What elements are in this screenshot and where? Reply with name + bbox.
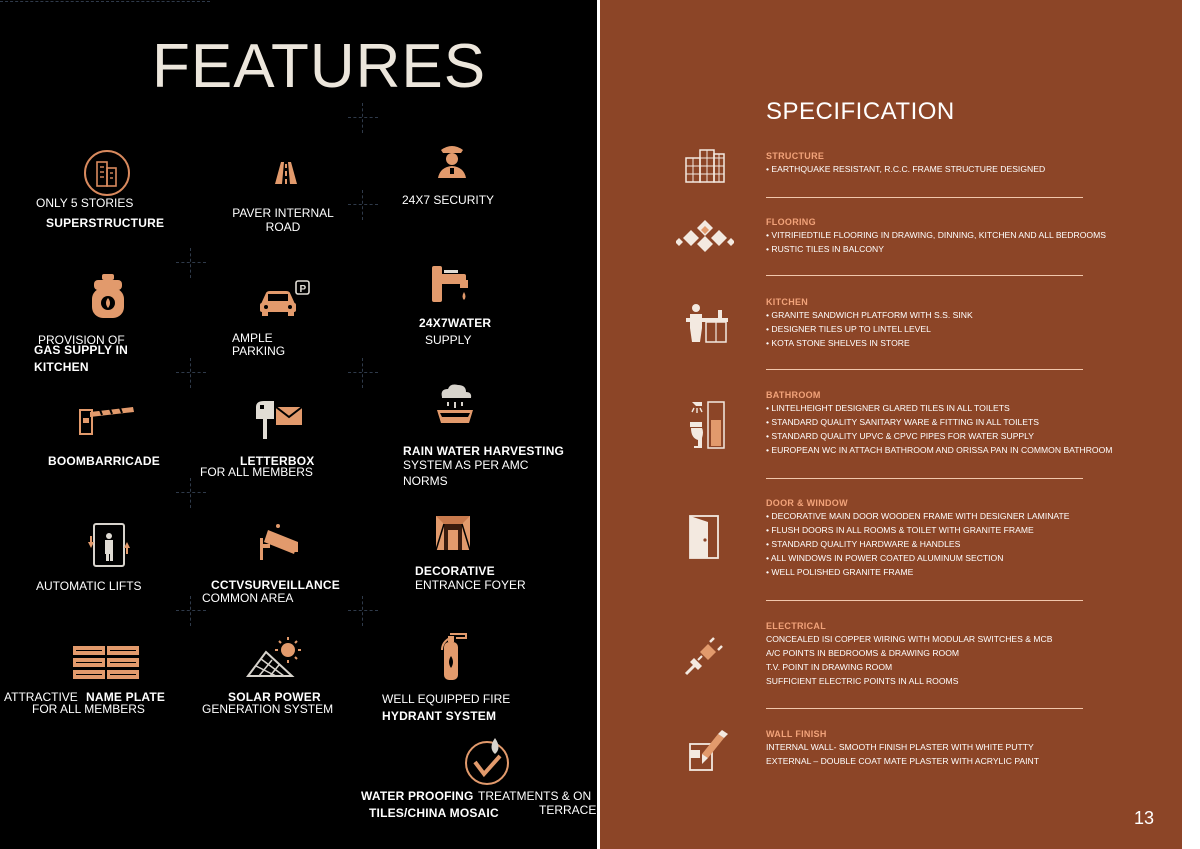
feature-label-bold: CCTVSURVEILLANCE [211, 578, 340, 592]
door-icon [688, 514, 722, 560]
feature-label: ENTRANCE FOYER [415, 578, 526, 592]
spec-item: • WELL POLISHED GRANITE FRAME [766, 567, 914, 577]
cctv-camera-icon [254, 522, 302, 564]
feature-label-bold: KITCHEN [34, 360, 89, 374]
foyer-icon [434, 514, 472, 552]
spec-item: • KOTA STONE SHELVES IN STORE [766, 338, 910, 348]
feature-label: PROVISION OF [38, 333, 125, 347]
spec-item: • ALL WINDOWS IN POWER COATED ALUMINUM SECTION [766, 553, 1004, 563]
spec-section-title: BATHROOM [766, 390, 821, 400]
spec-item: • EARTHQUAKE RESISTANT, R.C.C. FRAME STRUCTURE DESIGNED [766, 164, 1046, 174]
feature-label: ROAD [265, 220, 301, 234]
divider [766, 708, 1083, 709]
divider [766, 600, 1083, 601]
feature-label-bold: HYDRANT SYSTEM [382, 709, 497, 723]
guide-cross [348, 103, 378, 133]
page-number: 13 [1134, 808, 1155, 828]
spec-item: EXTERNAL – DOUBLE COAT MATE PLASTER WITH ACRYLIC PAINT [766, 756, 1039, 766]
divider [766, 275, 1083, 276]
spec-item: T.V. POINT IN DRAWING ROOM [766, 662, 893, 672]
feature-label: TREATMENTS & ON [478, 789, 592, 803]
spec-section-wall-finish [766, 728, 1166, 768]
divider [766, 369, 1083, 370]
guide-cross [176, 478, 206, 508]
feature-label: SUPPLY [425, 333, 472, 347]
guide-cross [348, 596, 378, 626]
spec-item: INTERNAL WALL- SMOOTH FINISH PLASTER WITH WHITE PUTTY [766, 742, 1034, 752]
parking-car-icon [258, 280, 312, 318]
feature-label: TERRACE [539, 803, 597, 817]
kitchen-icon [684, 302, 730, 344]
feature-label: NORMS [403, 474, 448, 488]
spec-item: • STANDARD QUALITY HARDWARE & HANDLES [766, 539, 961, 549]
spec-section-structure [766, 150, 1166, 176]
security-guard-icon [432, 140, 472, 180]
structure-icon [684, 146, 726, 184]
divider [766, 478, 1083, 479]
feature-label-bold: WATER PROOFING [361, 789, 474, 803]
electric-plug-icon [684, 634, 726, 676]
spec-section-electrical [766, 620, 1166, 688]
spec-section-title: FLOORING [766, 217, 816, 227]
spec-section-door-window [766, 497, 1166, 579]
water-tap-icon [430, 262, 474, 308]
spec-section-title: STRUCTURE [766, 151, 825, 161]
spec-item: • LINTELHEIGHT DESIGNER GLARED TILES IN ALL TOILETS [766, 403, 1010, 413]
feature-label-bold: 24X7WATER [419, 316, 492, 330]
guide-cross [176, 248, 206, 278]
spec-item: • RUSTIC TILES IN BALCONY [766, 244, 884, 254]
svg-text:P: P [299, 284, 307, 295]
feature-label-bold: BOOMBARRICADE [48, 454, 160, 468]
lift-icon [86, 522, 132, 568]
specification-panel [600, 0, 1182, 849]
spec-section-kitchen [766, 296, 1166, 350]
flooring-tiles-icon [676, 218, 734, 254]
spec-item: SUFFICIENT ELECTRIC POINTS IN ALL ROOMS [766, 676, 959, 686]
boom-barrier-icon [78, 404, 136, 436]
road-icon [270, 160, 302, 186]
feature-label: ATTRACTIVE [4, 690, 78, 704]
spec-item: • EUROPEAN WC IN ATTACH BATHROOM AND ORISSA PAN IN COMMON BATHROOM [766, 445, 1113, 455]
rain-harvesting-icon [434, 383, 476, 427]
feature-label-bold: DECORATIVE [415, 564, 495, 578]
feature-label: 24X7 SECURITY [402, 193, 495, 207]
guide-line [0, 1, 210, 2]
feature-label: ONLY 5 STORIES [36, 196, 134, 210]
spec-section-title: WALL FINISH [766, 729, 827, 739]
divider [766, 197, 1083, 198]
name-plate-icon [72, 645, 140, 681]
feature-label-bold: SOLAR POWER [228, 690, 321, 704]
spec-section-title: ELECTRICAL [766, 621, 826, 631]
feature-label: WELL EQUIPPED FIRE [382, 692, 511, 706]
spec-section-flooring [766, 216, 1166, 256]
waterproofing-icon [462, 736, 512, 786]
feature-label: GENERATION SYSTEM [202, 702, 334, 716]
feature-label: SYSTEM AS PER AMC [403, 458, 529, 472]
spec-section-title: DOOR & WINDOW [766, 498, 848, 508]
feature-label: FOR ALL MEMBERS [32, 702, 145, 716]
gas-cylinder-icon [88, 272, 128, 322]
paint-brush-icon [688, 728, 728, 772]
feature-label-bold: NAME PLATE [86, 690, 166, 704]
guide-cross [348, 190, 378, 220]
feature-label-bold: RAIN WATER HARVESTING [403, 444, 565, 458]
building-icon [82, 148, 132, 198]
spec-item: • GRANITE SANDWICH PLATFORM WITH S.S. SINK [766, 310, 973, 320]
feature-label-bold: GAS SUPPLY IN [34, 343, 128, 357]
feature-label: COMMON AREA [202, 591, 294, 605]
feature-label-bold: SUPERSTRUCTURE [46, 216, 165, 230]
bathroom-icon [688, 398, 728, 450]
spec-item: • DECORATIVE MAIN DOOR WOODEN FRAME WITH DESIGNER LAMINATE [766, 511, 1070, 521]
spec-item: CONCEALED ISI COPPER WIRING WITH MODULAR SWITCHES & MCB [766, 634, 1053, 644]
feature-label: AUTOMATIC LIFTS [36, 579, 142, 593]
feature-label-bold: LETTERBOX [240, 454, 315, 468]
spec-item: • DESIGNER TILES UP TO LINTEL LEVEL [766, 324, 931, 334]
guide-cross [348, 358, 378, 388]
feature-label-bold: TILES/CHINA MOSAIC [369, 806, 499, 820]
feature-label: AMPLE [232, 331, 273, 345]
guide-cross [176, 358, 206, 388]
spec-item: • STANDARD QUALITY SANITARY WARE & FITTING IN ALL TOILETS [766, 417, 1039, 427]
spec-item: • VITRIFIEDTILE FLOORING IN DRAWING, DINNING, KITCHEN AND ALL BEDROOMS [766, 230, 1106, 240]
features-panel [0, 0, 597, 849]
spec-section-title: KITCHEN [766, 297, 809, 307]
spec-item: A/C POINTS IN BEDROOMS & DRAWING ROOM [766, 648, 960, 658]
fire-extinguisher-icon [436, 632, 472, 682]
spec-section-bathroom [766, 389, 1166, 457]
letterbox-icon [252, 399, 304, 441]
specification-title: SPECIFICATION [766, 98, 955, 125]
solar-panel-icon [246, 636, 304, 680]
features-title: FEATURES [152, 32, 487, 101]
feature-label: PARKING [232, 344, 286, 358]
spec-item: • FLUSH DOORS IN ALL ROOMS & TOILET WITH GRANITE FRAME [766, 525, 1034, 535]
spec-item: • STANDARD QUALITY UPVC & CPVC PIPES FOR WATER SUPPLY [766, 431, 1035, 441]
feature-label: PAVER INTERNAL [232, 206, 334, 220]
feature-label: FOR ALL MEMBERS [200, 465, 313, 479]
